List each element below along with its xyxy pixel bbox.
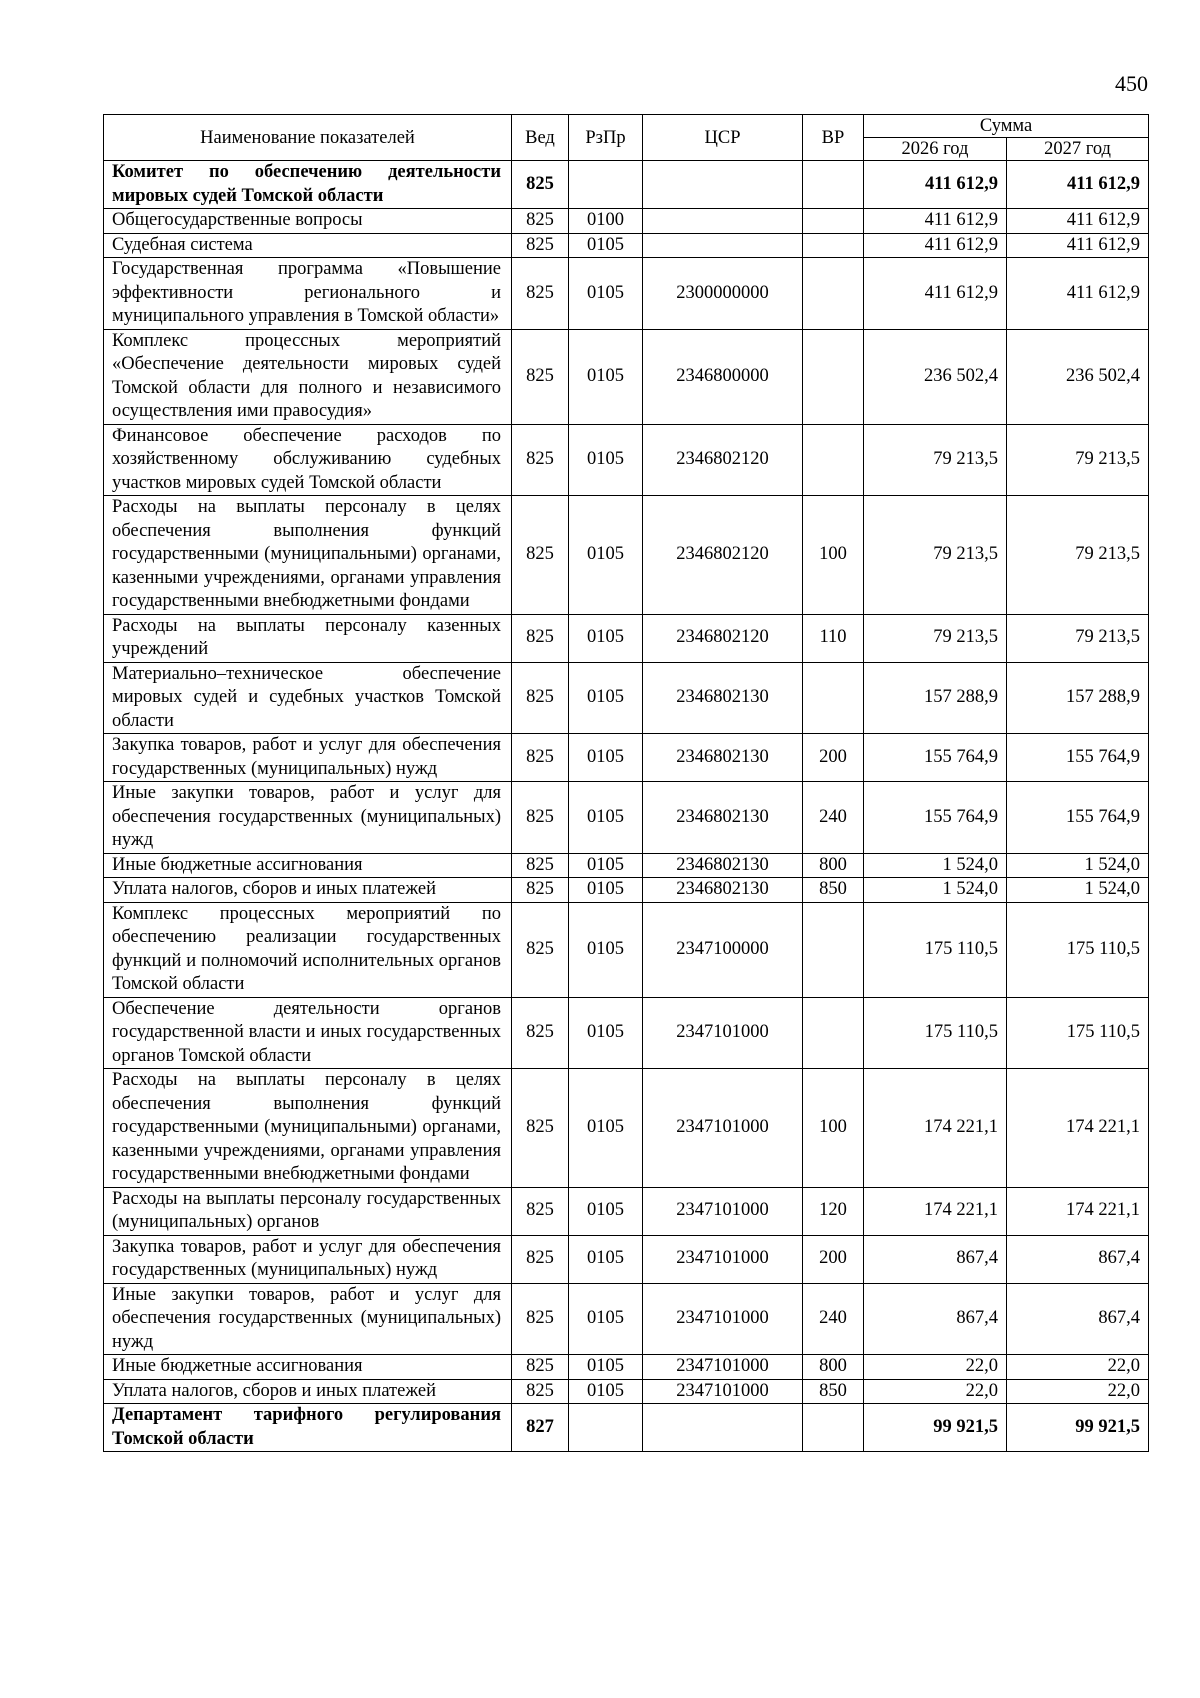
row-rzpr-cell: 0105	[569, 496, 643, 615]
row-sum-2027-cell: 175 110,5	[1007, 997, 1149, 1069]
row-name-cell: Иные бюджетные ассигнования	[104, 853, 512, 878]
row-sum-2027-cell: 411 612,9	[1007, 161, 1149, 209]
row-csr-cell	[643, 209, 803, 234]
row-sum-2026-cell: 22,0	[864, 1355, 1007, 1380]
row-csr-cell: 2347101000	[643, 1187, 803, 1235]
row-ved-cell: 825	[512, 496, 569, 615]
row-csr-cell: 2346802130	[643, 853, 803, 878]
row-rzpr-cell: 0105	[569, 614, 643, 662]
row-name-cell: Уплата налогов, сборов и иных платежей	[104, 878, 512, 903]
table-body	[104, 161, 1149, 1452]
row-vr-cell: 240	[803, 1283, 864, 1355]
row-name-cell: Департамент тарифного регулирования Томской области	[104, 1404, 512, 1452]
row-csr-cell: 2346802130	[643, 782, 803, 854]
row-csr-cell: 2300000000	[643, 258, 803, 330]
row-vr-cell	[803, 329, 864, 424]
row-sum-2026-cell: 155 764,9	[864, 782, 1007, 854]
page-number: 450	[1115, 71, 1148, 96]
row-ved-cell: 825	[512, 1187, 569, 1235]
row-csr-cell: 2346802120	[643, 614, 803, 662]
row-csr-cell: 2347101000	[643, 1379, 803, 1404]
row-csr-cell: 2347101000	[643, 1283, 803, 1355]
row-csr-cell: 2346802130	[643, 734, 803, 782]
row-vr-cell	[803, 902, 864, 997]
table-row	[104, 1069, 1149, 1188]
row-sum-2026-cell: 174 221,1	[864, 1187, 1007, 1235]
row-vr-cell	[803, 997, 864, 1069]
row-sum-2026-cell: 155 764,9	[864, 734, 1007, 782]
row-csr-cell	[643, 233, 803, 258]
row-sum-2027-cell: 157 288,9	[1007, 662, 1149, 734]
row-sum-2026-cell: 175 110,5	[864, 902, 1007, 997]
row-rzpr-cell: 0105	[569, 329, 643, 424]
row-ved-cell: 825	[512, 1235, 569, 1283]
table-row	[104, 424, 1149, 496]
row-sum-2026-cell: 79 213,5	[864, 496, 1007, 615]
row-ved-cell: 825	[512, 258, 569, 330]
row-ved-cell: 825	[512, 997, 569, 1069]
row-sum-2026-cell: 22,0	[864, 1379, 1007, 1404]
table-row	[104, 902, 1149, 997]
row-rzpr-cell: 0100	[569, 209, 643, 234]
row-sum-2027-cell: 22,0	[1007, 1379, 1149, 1404]
row-name-cell: Расходы на выплаты персоналу в целях обеспечения выполнения функций государственными (муниципальными) органами, казенными учреждениями, органами управления государственными внебюджетными фондами	[104, 496, 512, 615]
row-vr-cell: 110	[803, 614, 864, 662]
table-row	[104, 329, 1149, 424]
row-rzpr-cell: 0105	[569, 782, 643, 854]
row-name-cell: Иные закупки товаров, работ и услуг для обеспечения государственных (муниципальных) нужд	[104, 782, 512, 854]
row-sum-2027-cell: 174 221,1	[1007, 1187, 1149, 1235]
row-name-cell: Расходы на выплаты персоналу государственных (муниципальных) органов	[104, 1187, 512, 1235]
row-rzpr-cell: 0105	[569, 258, 643, 330]
row-csr-cell: 2346800000	[643, 329, 803, 424]
row-name-cell: Судебная система	[104, 233, 512, 258]
row-rzpr-cell: 0105	[569, 1187, 643, 1235]
row-vr-cell	[803, 424, 864, 496]
row-sum-2026-cell: 411 612,9	[864, 258, 1007, 330]
row-vr-cell	[803, 1404, 864, 1452]
row-ved-cell: 825	[512, 1069, 569, 1188]
row-sum-2027-cell: 99 921,5	[1007, 1404, 1149, 1452]
table-row	[104, 1404, 1149, 1452]
row-vr-cell	[803, 161, 864, 209]
row-csr-cell: 2347100000	[643, 902, 803, 997]
row-sum-2026-cell: 175 110,5	[864, 997, 1007, 1069]
row-rzpr-cell: 0105	[569, 424, 643, 496]
row-ved-cell: 825	[512, 1355, 569, 1380]
row-sum-2027-cell: 79 213,5	[1007, 424, 1149, 496]
header-name: Наименование показателей	[104, 115, 512, 161]
row-sum-2026-cell: 411 612,9	[864, 161, 1007, 209]
row-name-cell: Комплекс процессных мероприятий по обеспечению реализации государственных функций и полномочий исполнительных органов Томской области	[104, 902, 512, 997]
row-sum-2027-cell: 22,0	[1007, 1355, 1149, 1380]
row-vr-cell: 200	[803, 1235, 864, 1283]
row-sum-2026-cell: 79 213,5	[864, 424, 1007, 496]
table-row	[104, 1355, 1149, 1380]
row-ved-cell: 825	[512, 782, 569, 854]
row-sum-2026-cell: 867,4	[864, 1283, 1007, 1355]
header-sum: Сумма	[864, 115, 1149, 138]
row-sum-2026-cell: 79 213,5	[864, 614, 1007, 662]
row-sum-2026-cell: 1 524,0	[864, 878, 1007, 903]
table-row	[104, 878, 1149, 903]
table-header	[104, 115, 1149, 161]
row-ved-cell: 825	[512, 1379, 569, 1404]
row-rzpr-cell: 0105	[569, 1283, 643, 1355]
header-year-2027: 2027 год	[1007, 138, 1149, 161]
row-vr-cell	[803, 662, 864, 734]
row-rzpr-cell: 0105	[569, 878, 643, 903]
table-row	[104, 734, 1149, 782]
row-vr-cell	[803, 209, 864, 234]
row-csr-cell: 2347101000	[643, 1069, 803, 1188]
row-name-cell: Материально–техническое обеспечение мировых судей и судебных участков Томской области	[104, 662, 512, 734]
row-vr-cell	[803, 233, 864, 258]
row-vr-cell	[803, 258, 864, 330]
row-vr-cell: 100	[803, 1069, 864, 1188]
table-row	[104, 258, 1149, 330]
row-sum-2026-cell: 411 612,9	[864, 233, 1007, 258]
row-rzpr-cell: 0105	[569, 853, 643, 878]
row-name-cell: Комплекс процессных мероприятий «Обеспечение деятельности мировых судей Томской области для полного и независимого осуществления ими правосудия»	[104, 329, 512, 424]
row-vr-cell: 800	[803, 1355, 864, 1380]
row-ved-cell: 825	[512, 734, 569, 782]
row-ved-cell: 825	[512, 209, 569, 234]
header-rzpr: РзПр	[569, 115, 643, 161]
row-vr-cell: 800	[803, 853, 864, 878]
row-rzpr-cell: 0105	[569, 1069, 643, 1188]
row-sum-2026-cell: 157 288,9	[864, 662, 1007, 734]
table-row	[104, 496, 1149, 615]
row-name-cell: Иные бюджетные ассигнования	[104, 1355, 512, 1380]
row-vr-cell: 120	[803, 1187, 864, 1235]
row-rzpr-cell: 0105	[569, 1355, 643, 1380]
row-ved-cell: 825	[512, 161, 569, 209]
table-row	[104, 1283, 1149, 1355]
row-csr-cell	[643, 161, 803, 209]
row-sum-2027-cell: 175 110,5	[1007, 902, 1149, 997]
row-name-cell: Уплата налогов, сборов и иных платежей	[104, 1379, 512, 1404]
header-ved: Вед	[512, 115, 569, 161]
table-row	[104, 1235, 1149, 1283]
row-ved-cell: 825	[512, 614, 569, 662]
row-ved-cell: 825	[512, 233, 569, 258]
row-sum-2027-cell: 155 764,9	[1007, 734, 1149, 782]
row-csr-cell: 2346802120	[643, 424, 803, 496]
row-csr-cell: 2346802130	[643, 662, 803, 734]
row-name-cell: Расходы на выплаты персоналу в целях обеспечения выполнения функций государственными (муниципальными) органами, казенными учреждениями, органами управления государственными внебюджетными фондами	[104, 1069, 512, 1188]
row-sum-2027-cell: 79 213,5	[1007, 614, 1149, 662]
table-row	[104, 1379, 1149, 1404]
row-rzpr-cell: 0105	[569, 902, 643, 997]
row-rzpr-cell: 0105	[569, 1235, 643, 1283]
row-ved-cell: 825	[512, 1283, 569, 1355]
budget-table	[103, 114, 1149, 1452]
row-vr-cell: 100	[803, 496, 864, 615]
row-name-cell: Государственная программа «Повышение эффективности регионального и муниципального управления в Томской области»	[104, 258, 512, 330]
row-sum-2026-cell: 1 524,0	[864, 853, 1007, 878]
row-sum-2027-cell: 155 764,9	[1007, 782, 1149, 854]
row-csr-cell	[643, 1404, 803, 1452]
row-sum-2027-cell: 236 502,4	[1007, 329, 1149, 424]
row-sum-2026-cell: 236 502,4	[864, 329, 1007, 424]
row-sum-2026-cell: 174 221,1	[864, 1069, 1007, 1188]
row-name-cell: Общегосударственные вопросы	[104, 209, 512, 234]
table-row	[104, 614, 1149, 662]
row-name-cell: Закупка товаров, работ и услуг для обеспечения государственных (муниципальных) нужд	[104, 1235, 512, 1283]
row-sum-2027-cell: 411 612,9	[1007, 258, 1149, 330]
row-rzpr-cell: 0105	[569, 997, 643, 1069]
table-row	[104, 782, 1149, 854]
row-rzpr-cell: 0105	[569, 734, 643, 782]
table-row	[104, 209, 1149, 234]
row-sum-2026-cell: 99 921,5	[864, 1404, 1007, 1452]
row-rzpr-cell	[569, 1404, 643, 1452]
row-sum-2026-cell: 867,4	[864, 1235, 1007, 1283]
row-csr-cell: 2346802130	[643, 878, 803, 903]
row-rzpr-cell	[569, 161, 643, 209]
table-row	[104, 161, 1149, 209]
row-sum-2027-cell: 411 612,9	[1007, 209, 1149, 234]
row-ved-cell: 825	[512, 662, 569, 734]
row-ved-cell: 825	[512, 878, 569, 903]
table-row	[104, 662, 1149, 734]
header-year-2026: 2026 год	[864, 138, 1007, 161]
table-row	[104, 997, 1149, 1069]
row-rzpr-cell: 0105	[569, 233, 643, 258]
row-name-cell: Обеспечение деятельности органов государственной власти и иных государственных органов Томской области	[104, 997, 512, 1069]
row-sum-2027-cell: 867,4	[1007, 1283, 1149, 1355]
row-sum-2027-cell: 174 221,1	[1007, 1069, 1149, 1188]
row-name-cell: Закупка товаров, работ и услуг для обеспечения государственных (муниципальных) нужд	[104, 734, 512, 782]
table-row	[104, 853, 1149, 878]
table-row	[104, 1187, 1149, 1235]
row-vr-cell: 850	[803, 1379, 864, 1404]
row-ved-cell: 825	[512, 329, 569, 424]
row-csr-cell: 2347101000	[643, 1235, 803, 1283]
table-row	[104, 233, 1149, 258]
row-sum-2027-cell: 411 612,9	[1007, 233, 1149, 258]
row-sum-2027-cell: 867,4	[1007, 1235, 1149, 1283]
row-ved-cell: 827	[512, 1404, 569, 1452]
row-sum-2027-cell: 1 524,0	[1007, 878, 1149, 903]
row-csr-cell: 2346802120	[643, 496, 803, 615]
row-rzpr-cell: 0105	[569, 1379, 643, 1404]
row-ved-cell: 825	[512, 853, 569, 878]
row-rzpr-cell: 0105	[569, 662, 643, 734]
row-csr-cell: 2347101000	[643, 997, 803, 1069]
row-name-cell: Расходы на выплаты персоналу казенных учреждений	[104, 614, 512, 662]
row-vr-cell: 240	[803, 782, 864, 854]
row-sum-2027-cell: 1 524,0	[1007, 853, 1149, 878]
row-vr-cell: 850	[803, 878, 864, 903]
row-sum-2027-cell: 79 213,5	[1007, 496, 1149, 615]
header-csr: ЦСР	[643, 115, 803, 161]
row-name-cell: Иные закупки товаров, работ и услуг для обеспечения государственных (муниципальных) нужд	[104, 1283, 512, 1355]
row-ved-cell: 825	[512, 902, 569, 997]
row-csr-cell: 2347101000	[643, 1355, 803, 1380]
row-name-cell: Комитет по обеспечению деятельности мировых судей Томской области	[104, 161, 512, 209]
row-sum-2026-cell: 411 612,9	[864, 209, 1007, 234]
row-vr-cell: 200	[803, 734, 864, 782]
row-name-cell: Финансовое обеспечение расходов по хозяйственному обслуживанию судебных участков мировых судей Томской области	[104, 424, 512, 496]
row-ved-cell: 825	[512, 424, 569, 496]
header-vr: ВР	[803, 115, 864, 161]
